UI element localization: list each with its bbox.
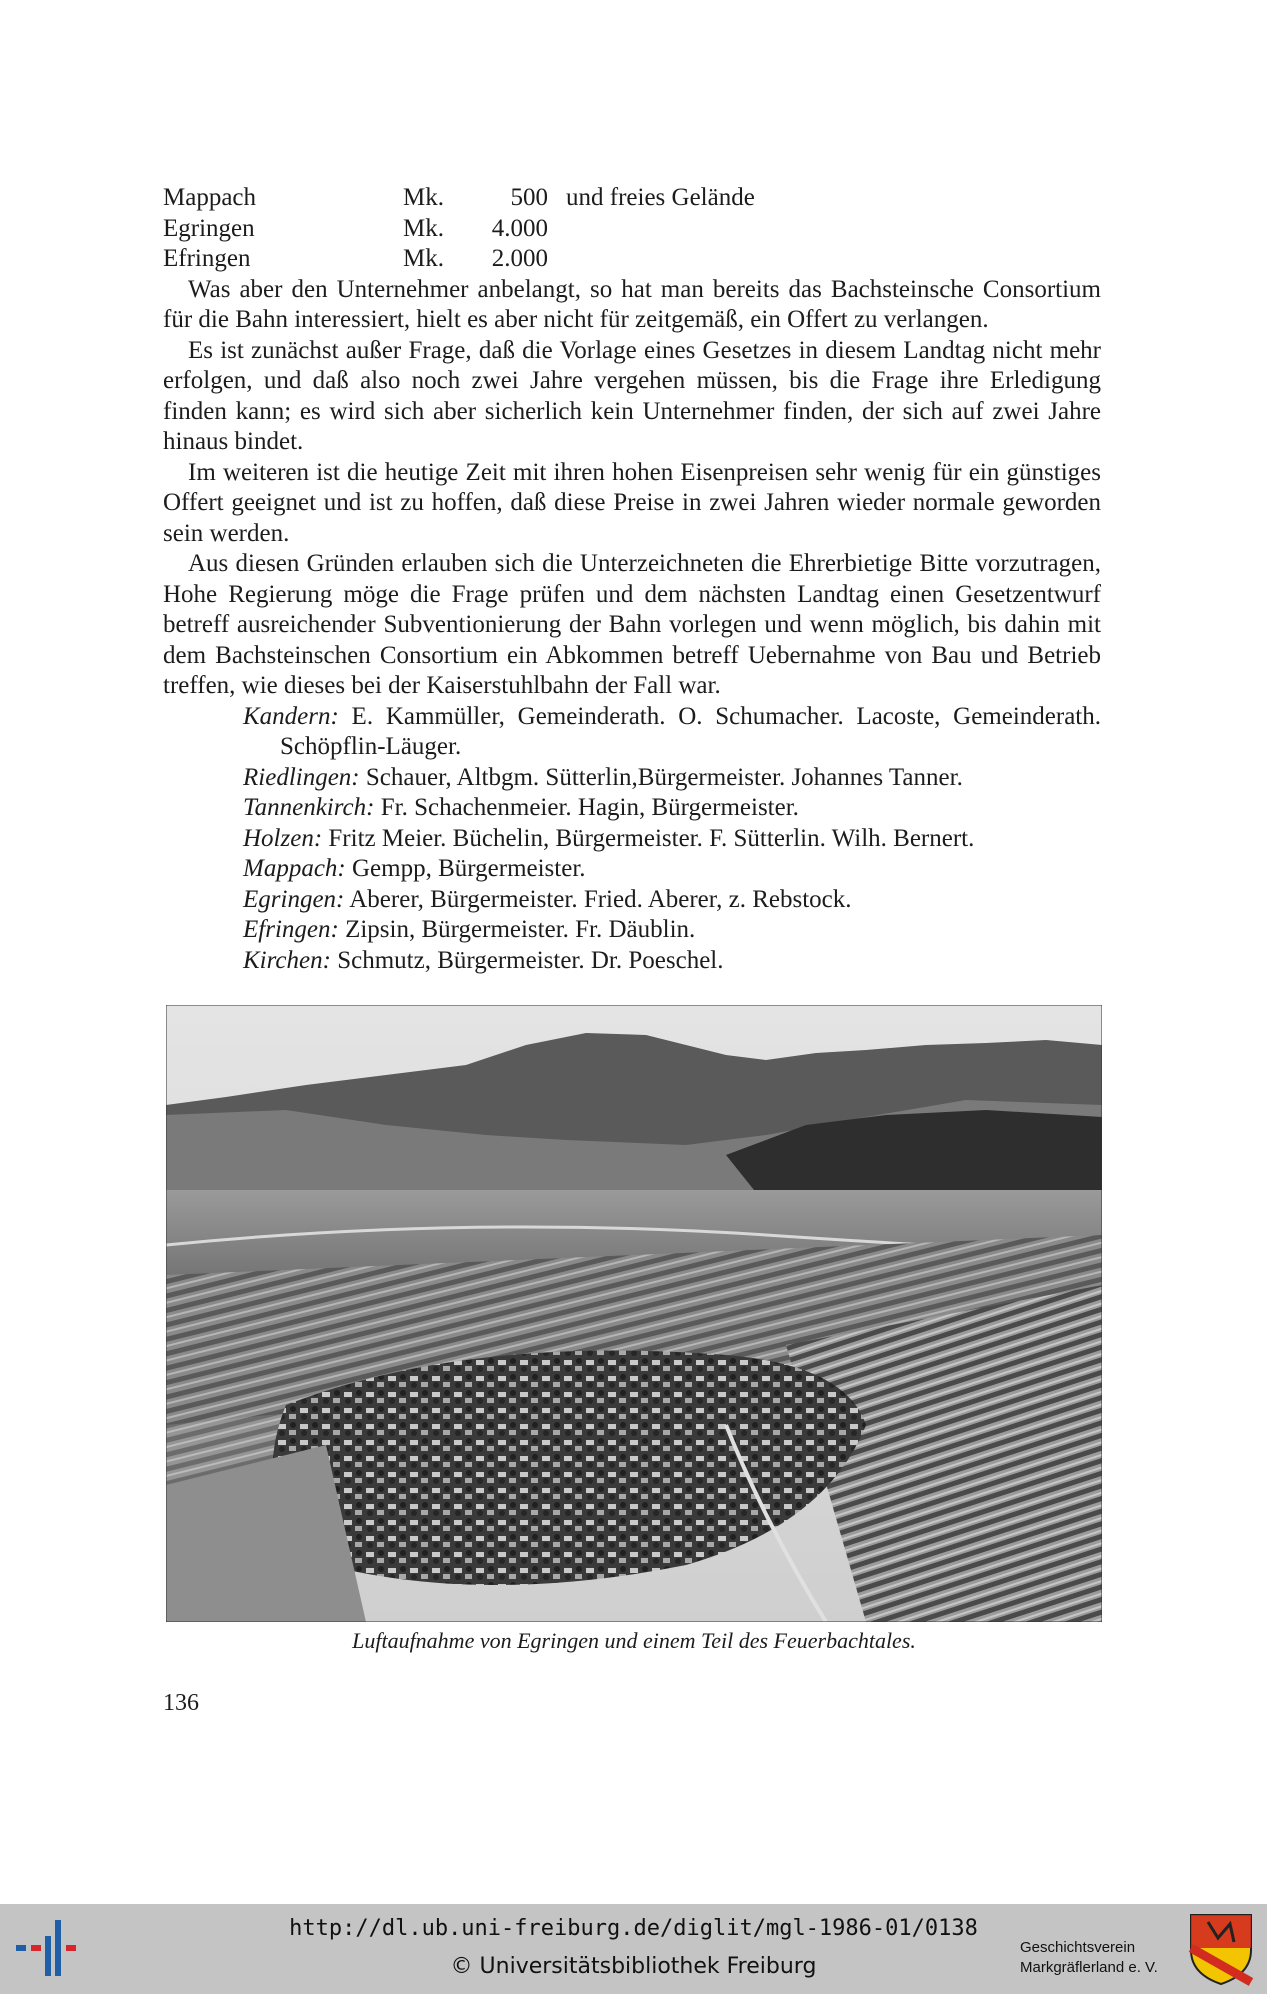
signatory-line [243, 915, 1101, 946]
organization-name-line: Markgräflerland e. V. [1020, 1959, 1158, 1976]
signatory-names: Zipsin, Bürgermeister. Fr. Däublin. [338, 916, 696, 943]
payment-table [163, 183, 1101, 275]
payment-place: Efringen [163, 245, 251, 272]
body-text [163, 183, 1101, 976]
aerial-photo [166, 1005, 1102, 1622]
organization-name-line: Geschichtsverein [1020, 1939, 1136, 1956]
footer-bar [0, 1904, 1267, 1994]
paragraph: Es ist zunächst außer Frage, daß die Vorlage eines Gesetzes in diesem Landtag nicht mehr erfolgen, und daß also noch zwei Jahre vergehen müssen, bis die Frage ihre Erledigung finden kann; es wird sich aber sicherlich kein Unternehmer finden, der sich auf zwei Jahre hinaus bindet. [163, 336, 1101, 455]
signatory-names: Schauer, Altbgm. Sütterlin,Bürgermeister. Johannes Tanner. [359, 763, 963, 791]
signatory-line [243, 854, 1101, 885]
permalink-url[interactable]: http://dl.ub.uni-freiburg.de/diglit/mgl-1986-01/0138 [289, 1916, 978, 1941]
signatory-place: Kandern: [243, 702, 339, 730]
payment-place: Mappach [163, 184, 257, 211]
payment-currency: Mk. [403, 214, 444, 242]
paragraph: Was aber den Unternehmer anbelangt, so hat man bereits das Bachsteinsche Consortium für die Bahn interessiert, hielt es aber nicht für zeitgemäß, ein Offert zu verlangen. [163, 275, 1101, 333]
signatory-list [243, 702, 1101, 977]
payment-currency: Mk. [403, 245, 444, 272]
signatory-place: Tannenkirch: [243, 794, 375, 821]
payment-amount: 4.000 [491, 214, 548, 242]
signatory-place: Kirchen: [243, 946, 331, 974]
signatory-names: E. Kammüller, Gemeinderath. O. Schumacher. Lacoste, Gemeinderath. Schöpflin-Läuger. [280, 702, 1101, 760]
signatory-place: Efringen: [243, 916, 339, 943]
photo-caption: Luftaufnahme von Egringen und einem Teil des Feuerbachtales. [352, 1628, 916, 1653]
payment-row [163, 183, 1101, 214]
signatory-names: Schmutz, Bürgermeister. Dr. Poeschel. [330, 946, 724, 974]
signatory-place: Mappach: [243, 855, 346, 882]
signatory-names: Gempp, Bürgermeister. [345, 855, 586, 882]
signatory-place: Riedlingen: [243, 763, 360, 791]
signatory-names: Fritz Meier. Büchelin, Bürgermeister. F. Sütterlin. Wilh. Bernert. [322, 824, 975, 852]
signatory-line [243, 946, 1101, 977]
paragraph: Im weiteren ist die heutige Zeit mit ihren hohen Eisenpreisen sehr wenig für ein günstiges Offert geeignet und ist zu hoffen, daß diese Preise in zwei Jahren wieder normale geworden sein werden. [163, 458, 1101, 547]
payment-currency: Mk. [403, 184, 444, 211]
signatory-line [243, 763, 1101, 794]
payment-place: Egringen [163, 214, 255, 242]
payment-amount: 500 [510, 184, 548, 211]
payment-row [163, 244, 1101, 275]
copyright-notice: © Universitätsbibliothek Freiburg [450, 1954, 817, 1979]
signatory-line [243, 824, 1101, 855]
signatory-line [243, 702, 1101, 763]
signatory-line [243, 885, 1101, 916]
coat-of-arms-icon [1188, 1912, 1254, 1986]
paragraph: Aus diesen Gründen erlauben sich die Unterzeichneten die Ehrerbietige Bitte vorzutragen, Hohe Regierung möge die Frage prüfen und dem nächsten Landtag einen Gesetzentwurf betreff ausreichender Subventionierung der Bahn vorlegen und wenn möglich, bis dahin mit dem Bachsteinschen Consortium ein Abkommen betreff Uebernahme von Bau und Betrieb treffen, wie dieses bei der Kaiserstuhlbahn der Fall war. [163, 550, 1101, 699]
organization-name [1020, 1938, 1158, 1978]
payment-note: und freies Gelände [566, 184, 755, 211]
signatory-names: Fr. Schachenmeier. Hagin, Bürgermeister. [374, 794, 799, 821]
signatory-names: Aberer, Bürgermeister. Fried. Aberer, z. Rebstock. [344, 885, 852, 913]
page-number: 136 [163, 1690, 199, 1716]
payment-amount: 2.000 [491, 245, 548, 272]
signatory-place: Egringen: [243, 885, 345, 913]
payment-row [163, 214, 1101, 245]
signatory-place: Holzen: [243, 824, 323, 852]
signatory-line [243, 793, 1101, 824]
